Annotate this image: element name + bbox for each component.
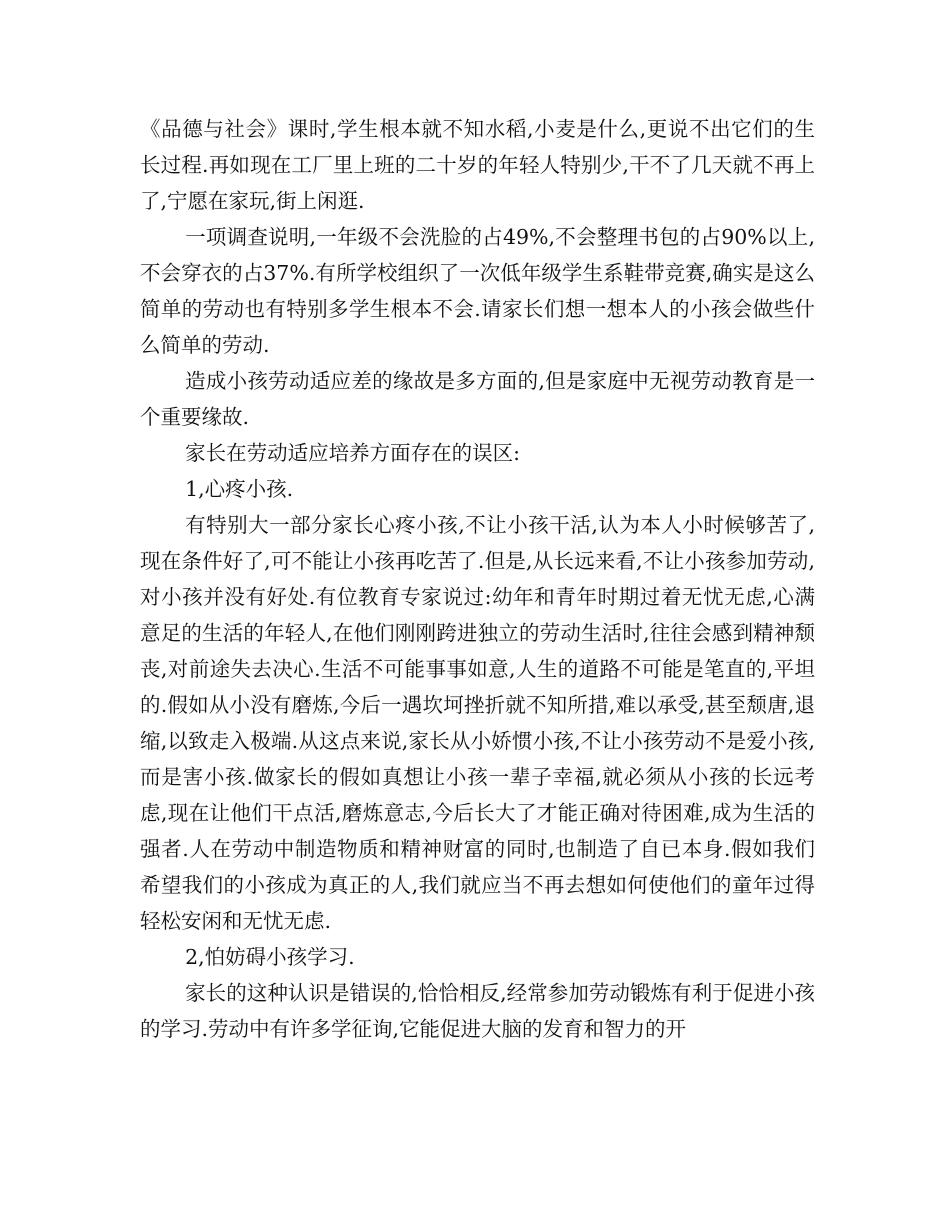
paragraph: 一项调查说明,一年级不会洗脸的占49%,不会整理书包的占90%以上,不会穿衣的占37%.有所学校组织了一次低年级学生系鞋带竞赛,确实是这么简单的劳动也有特别多学生根本不会.请家长们想一想本人的小孩会做些什么简单的劳动. [140,225,815,357]
list-heading: 2,怕妨碍小孩学习. [185,945,355,969]
list-heading: 1,心疼小孩. [185,477,294,501]
paragraph: 《品德与社会》课时,学生根本就不知水稻,小麦是什么,更说不出它们的生长过程.再如现在工厂里上班的二十岁的年轻人特别少,干不了几天就不再上了,宁愿在家玩,街上闲逛. [140,117,815,213]
paragraph: 家长的这种认识是错误的,恰恰相反,经常参加劳动锻炼有利于促进小孩的学习.劳动中有许多学征询,它能促进大脑的发育和智力的开 [140,981,815,1041]
paragraph: 家长在劳动适应培养方面存在的误区: [185,441,520,465]
paragraph: 有特别大一部分家长心疼小孩,不让小孩干活,认为本人小时候够苦了,现在条件好了,可不能让小孩再吃苦了.但是,从长远来看,不让小孩参加劳动,对小孩并没有好处.有位教育专家说过:幼年和青年时期过着无忧无虑,心满意足的生活的年轻人,在他们刚刚跨进独立的劳动生活时,往往会感到精神颓丧,对前途失去决心.生活不可能事事如意,人生的道路不可能是笔直的,平坦的.假如从小没有磨炼,今后一遇坎坷挫折就不知所措,难以承受,甚至颓唐,退缩,以致走入极端.从这点来说,家长从小娇惯小孩,不让小孩劳动不是爱小孩,而是害小孩.做家长的假如真想让小孩一辈子幸福,就必须从小孩的长远考虑,现在让他们干点活,磨炼意志,今后长大了才能正确对待困难,成为生活的强者.人在劳动中制造物质和精神财富的同时,也制造了自已本身.假如我们希望我们的小孩成为真正的人,我们就应当不再去想如何使他们的童年过得轻松安闲和无忧无虑. [140,513,815,933]
paragraph: 造成小孩劳动适应差的缘故是多方面的,但是家庭中无视劳动教育是一个重要缘故. [140,369,815,429]
document-body [140,111,815,1047]
